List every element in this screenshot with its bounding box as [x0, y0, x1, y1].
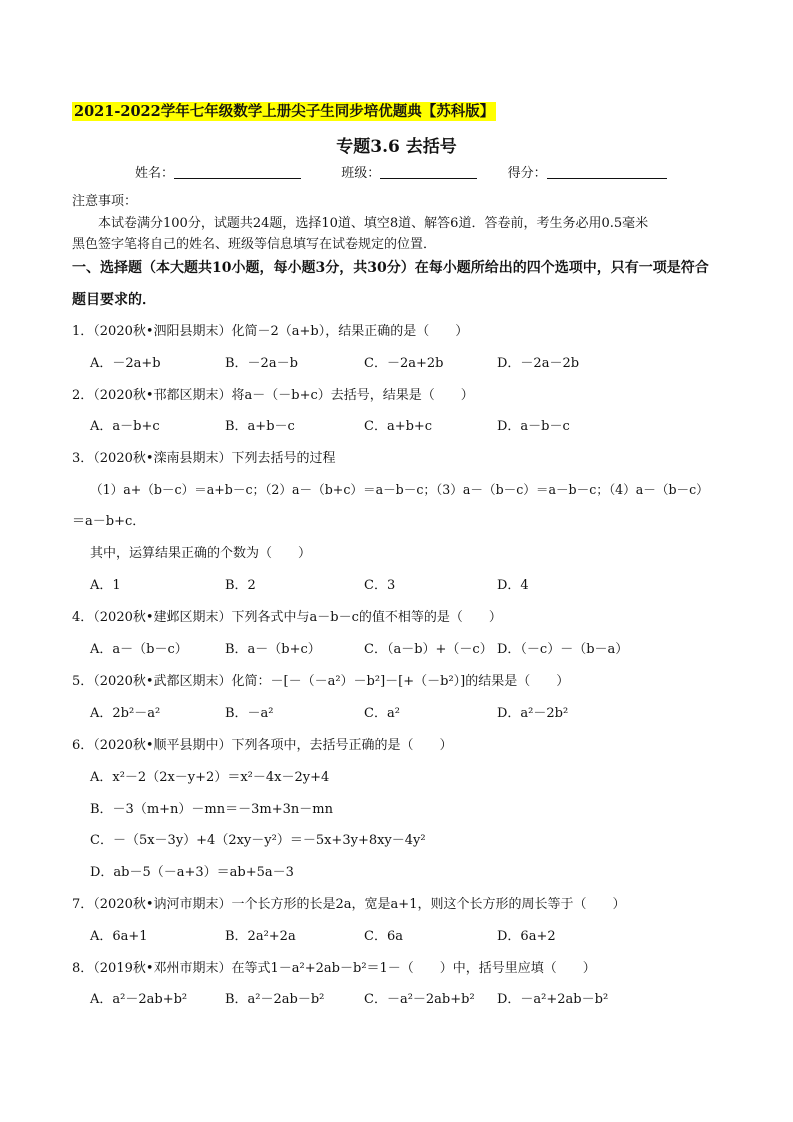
question-7-option-b[interactable]: B．2a²+2a: [225, 929, 296, 944]
question-3-line-3: ＝a－b+c．: [72, 514, 146, 529]
question-1-option-b[interactable]: B．－2a－b: [225, 356, 298, 371]
question-4-stem: 4．（2020秋•建邺区期末）下列各式中与a－b－c的值不相等的是（ ）: [72, 610, 502, 625]
question-6-option-d[interactable]: D．ab－5（－a+3）＝ab+5a－3: [90, 865, 294, 880]
question-3-stem: 3．（2020秋•滦南县期末）下列去括号的过程: [72, 451, 336, 466]
question-7-stem: 7．（2020秋•讷河市期末）一个长方形的长是2a，宽是a+1，则这个长方形的周长等于（ ）: [72, 897, 626, 912]
question-5-option-b[interactable]: B．－a²: [225, 706, 274, 721]
question-8-option-d[interactable]: D．－a²+2ab－b²: [497, 992, 609, 1007]
question-3-line-2: （1）a+（b－c）＝a+b－c；（2）a－（b+c）＝a－b－c；（3）a－（b－c）＝a－b－c；（4）a－（b－c）: [90, 482, 709, 497]
question-5-option-c[interactable]: C．a²: [364, 706, 400, 721]
question-1-option-c[interactable]: C．－2a+2b: [364, 356, 444, 371]
score-label: 得分：: [507, 166, 547, 181]
notes-line-1: 本试卷满分100分，试题共24题，选择10道、填空8道、解答6道．答卷前，考生务必用0.5毫米: [98, 216, 649, 231]
question-1-option-a[interactable]: A．－2a+b: [90, 356, 161, 371]
question-8-option-c[interactable]: C．－a²－2ab+b²: [364, 992, 475, 1007]
question-8-option-b[interactable]: B．a²－2ab－b²: [225, 992, 325, 1007]
question-3-option-b[interactable]: B．2: [225, 578, 256, 593]
name-field[interactable]: [174, 165, 301, 179]
notes-heading: 注意事项：: [72, 194, 138, 209]
question-6-option-b[interactable]: B．－3（m+n）－mn＝－3m+3n－mn: [90, 802, 333, 817]
question-3-line-4: 其中，运算结果正确的个数为（ ）: [90, 546, 312, 561]
question-3-option-d[interactable]: D．4: [497, 578, 529, 593]
question-5-option-d[interactable]: D．a²－2b²: [497, 706, 569, 721]
question-4-option-a[interactable]: A．a－（b－c）: [90, 642, 188, 657]
question-8-stem: 8．（2019秋•邓州市期末）在等式1－a²+2ab－b²＝1－（ ）中，括号里应填（ ）: [72, 961, 596, 976]
question-1-option-d[interactable]: D．－2a－2b: [497, 356, 580, 371]
question-7-option-c[interactable]: C．6a: [364, 929, 403, 944]
name-label: 姓名：: [135, 166, 175, 181]
page-title: 专题3.6 去括号: [336, 137, 457, 157]
question-3-option-a[interactable]: A．1: [90, 578, 121, 593]
question-4-option-c[interactable]: C．（a－b）+（－c）: [364, 642, 493, 657]
question-5-stem: 5．（2020秋•武都区期末）化简：－[－（－a²）－b²]－[+（－b²）]的结果是（ ）: [72, 674, 570, 689]
question-2-stem: 2．（2020秋•邗都区期末）将a－（－b+c）去括号，结果是（ ）: [72, 388, 474, 403]
question-6-option-a[interactable]: A．x²－2（2x－y+2）＝x²－4x－2y+4: [90, 770, 330, 785]
class-field[interactable]: [380, 165, 477, 179]
student-info-bar: [135, 162, 667, 181]
section-heading-line-2: 题目要求的．: [72, 292, 156, 308]
question-8-option-a[interactable]: A．a²－2ab+b²: [90, 992, 188, 1007]
score-field[interactable]: [547, 165, 667, 179]
section-heading-line-1: 一、选择题（本大题共10小题，每小题3分，共30分）在每小题所给出的四个选项中，只有一项是符合: [72, 260, 709, 276]
question-2-option-b[interactable]: B．a+b－c: [225, 419, 295, 434]
question-4-option-d[interactable]: D．（－c）－（b－a）: [497, 642, 629, 657]
class-label: 班级：: [341, 166, 381, 181]
question-3-option-c[interactable]: C．3: [364, 578, 396, 593]
notes-line-2: 黑色签字笔将自己的姓名、班级等信息填写在试卷规定的位置．: [72, 237, 437, 252]
question-2-option-c[interactable]: C．a+b+c: [364, 419, 433, 434]
question-6-option-c[interactable]: C．－（5x－3y）+4（2xy－y²）＝－5x+3y+8xy－4y²: [90, 833, 426, 848]
question-7-option-d[interactable]: D．6a+2: [497, 929, 556, 944]
question-2-option-a[interactable]: A．a－b+c: [90, 419, 160, 434]
exam-banner: 2021-2022学年七年级数学上册尖子生同步培优题典【苏科版】: [74, 103, 495, 120]
question-7-option-a[interactable]: A．6a+1: [90, 929, 148, 944]
question-5-option-a[interactable]: A．2b²－a²: [90, 706, 161, 721]
question-1-stem: 1．（2020秋•泗阳县期末）化简－2（a+b），结果正确的是（ ）: [72, 324, 469, 339]
question-4-option-b[interactable]: B．a－（b+c）: [225, 642, 321, 657]
question-2-option-d[interactable]: D．a－b－c: [497, 419, 570, 434]
question-6-stem: 6．（2020秋•顺平县期中）下列各项中，去括号正确的是（ ）: [72, 738, 453, 753]
